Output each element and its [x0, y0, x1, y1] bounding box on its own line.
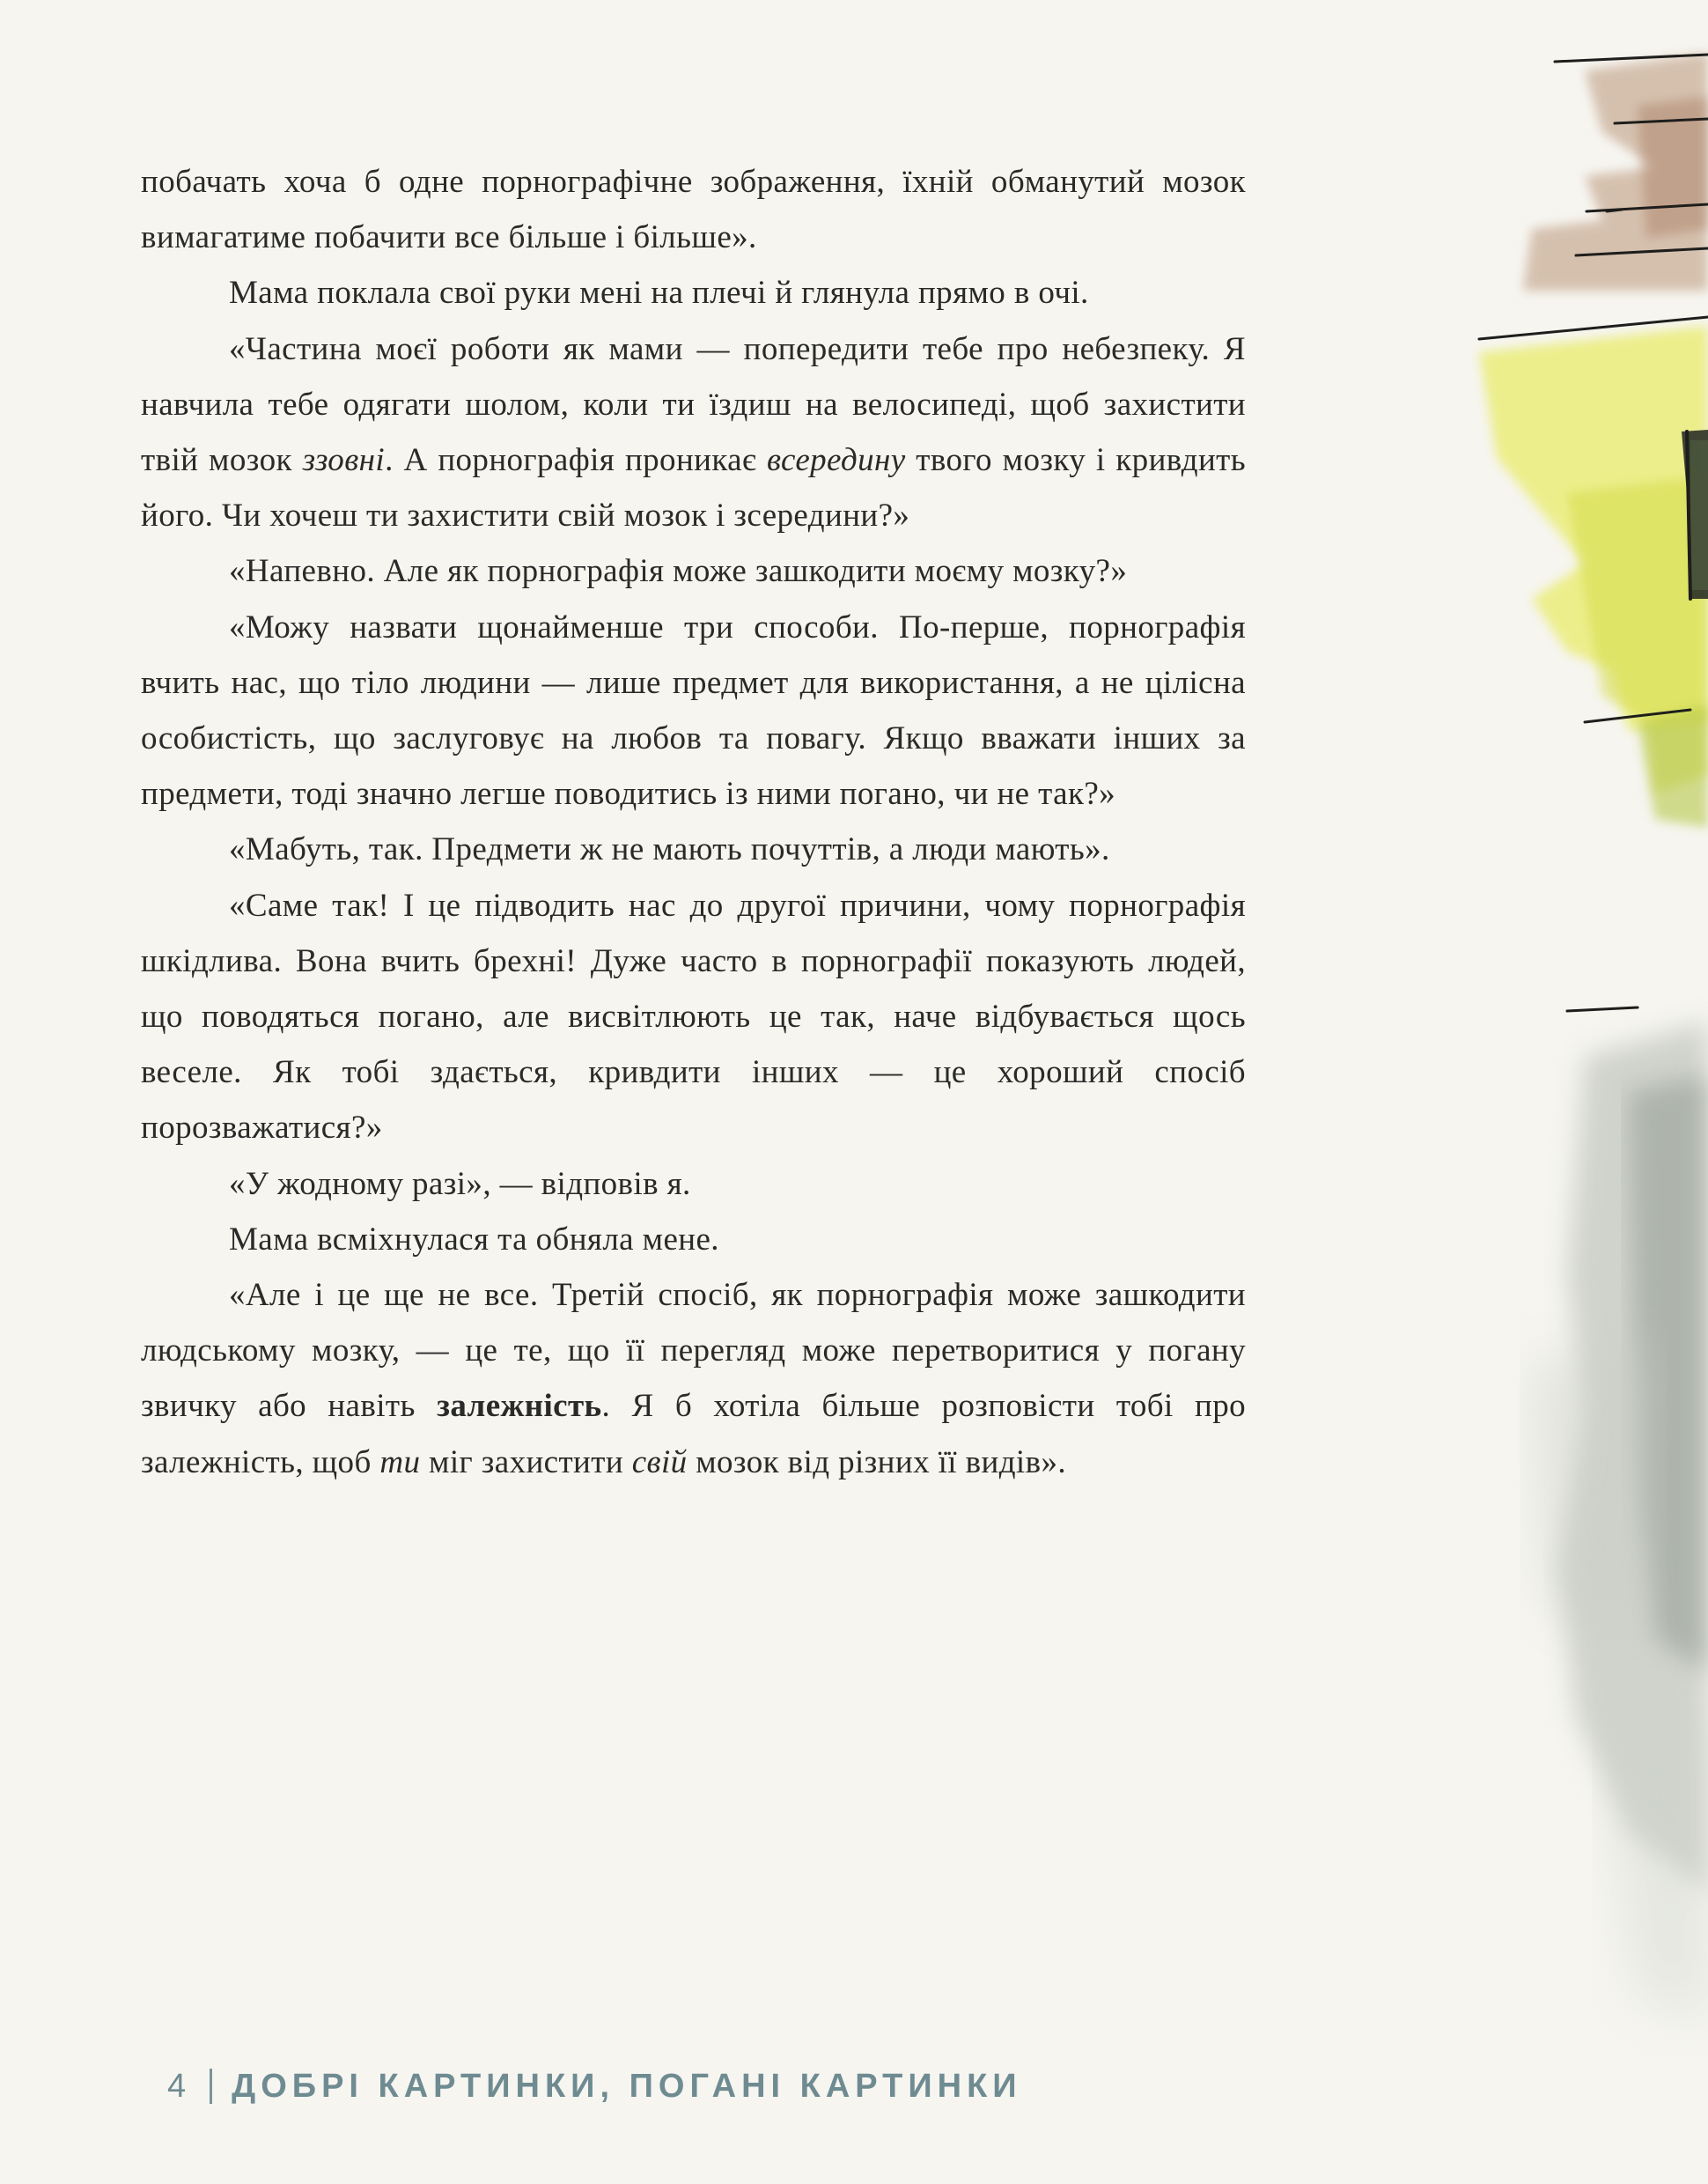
paragraph — [141, 878, 1246, 1156]
paragraph — [141, 1267, 1246, 1490]
text-run: . А порнографія проникає — [385, 442, 768, 479]
paragraph — [141, 265, 1246, 321]
paragraph — [141, 1212, 1246, 1267]
paragraph — [141, 1156, 1246, 1212]
text-run: «Але і це ще не все. Третій спосіб, як порнографія може зашкодити людському мозку, — це те, що її перегляд може перетворитися у погану звичку або навіть — [141, 1277, 1246, 1425]
brown-wash — [1523, 53, 1708, 291]
paragraph — [141, 321, 1246, 544]
italic-text: всередину — [767, 442, 906, 479]
text-run: Мама поклала свої руки мені на плечі й глянула прямо в очі. — [229, 275, 1089, 312]
gray-wash — [1532, 1022, 1708, 2025]
paragraph — [141, 543, 1246, 599]
text-run: твого мозку і кривдить його. Чи хочеш ти захистити свій мозок і зсередини?» — [141, 442, 1246, 535]
italic-text: ззовні — [302, 442, 386, 479]
text-run: . Я б хотіла більше розповісти тобі про залежність, щоб — [141, 1388, 1246, 1480]
text-run: «Мабуть, так. Предмети ж не мають почуттів, а люди мають». — [229, 831, 1110, 868]
text-run: мозок від різних її видів». — [687, 1443, 1067, 1480]
italic-text: ти — [379, 1443, 421, 1480]
bold-term: залежність — [437, 1388, 602, 1425]
paragraph — [141, 600, 1246, 823]
text-run: Мама всміхнулася та обняла мене. — [229, 1221, 719, 1258]
text-run: «Частина моєї роботи як мами — попередити тебе про небезпеку. Я навчила тебе одягати шолом, коли ти їздиш на велосипеді, щоб захистити твій мозок — [141, 330, 1246, 479]
running-book-title: ДОБРІ КАРТИНКИ, ПОГАНІ КАРТИНКИ — [232, 2068, 1022, 2105]
text-run: «Можу назвати щонайменше три способи. По-перше, порнографія вчить нас, що тіло людини — лише предмет для використання, а не цілісна особистість, що заслуговує на любов та повагу. Якщо вважати інших за предмети, тоді значно легше поводитись із ними погано, чи не так?» — [141, 609, 1246, 813]
paragraph — [141, 822, 1246, 877]
text-run: «Саме так! І це підводить нас до другої причини, чому порнографія шкідлива. Вона вчить брехні! Дуже часто в порнографії показують людей, що поводяться погано, але висвітлюють це так, наче відбувається щось веселе. Як тобі здається, кривдити інших — це хороший спосіб порозважатися?» — [141, 887, 1246, 1147]
page-number: 4 — [167, 2068, 191, 2105]
text-run: «У жодному разі», — відповів я. — [229, 1165, 691, 1202]
text-run: «Напевно. Але як порнографія може зашкодити моєму мозку?» — [229, 553, 1128, 590]
italic-text: свій — [631, 1443, 688, 1480]
page-footer — [167, 2068, 1022, 2106]
footer-separator — [210, 2069, 212, 2104]
text-run: міг захистити — [420, 1443, 632, 1480]
text-run: побачать хоча б одне порнографічне зображення, їхній обманутий мозок вимагатиме побачити все більше і більше». — [141, 164, 1246, 256]
paragraph — [141, 154, 1246, 265]
body-text — [141, 154, 1246, 1490]
yellow-wash — [1479, 326, 1708, 828]
watercolor-illustration-edge — [1426, 0, 1708, 2184]
